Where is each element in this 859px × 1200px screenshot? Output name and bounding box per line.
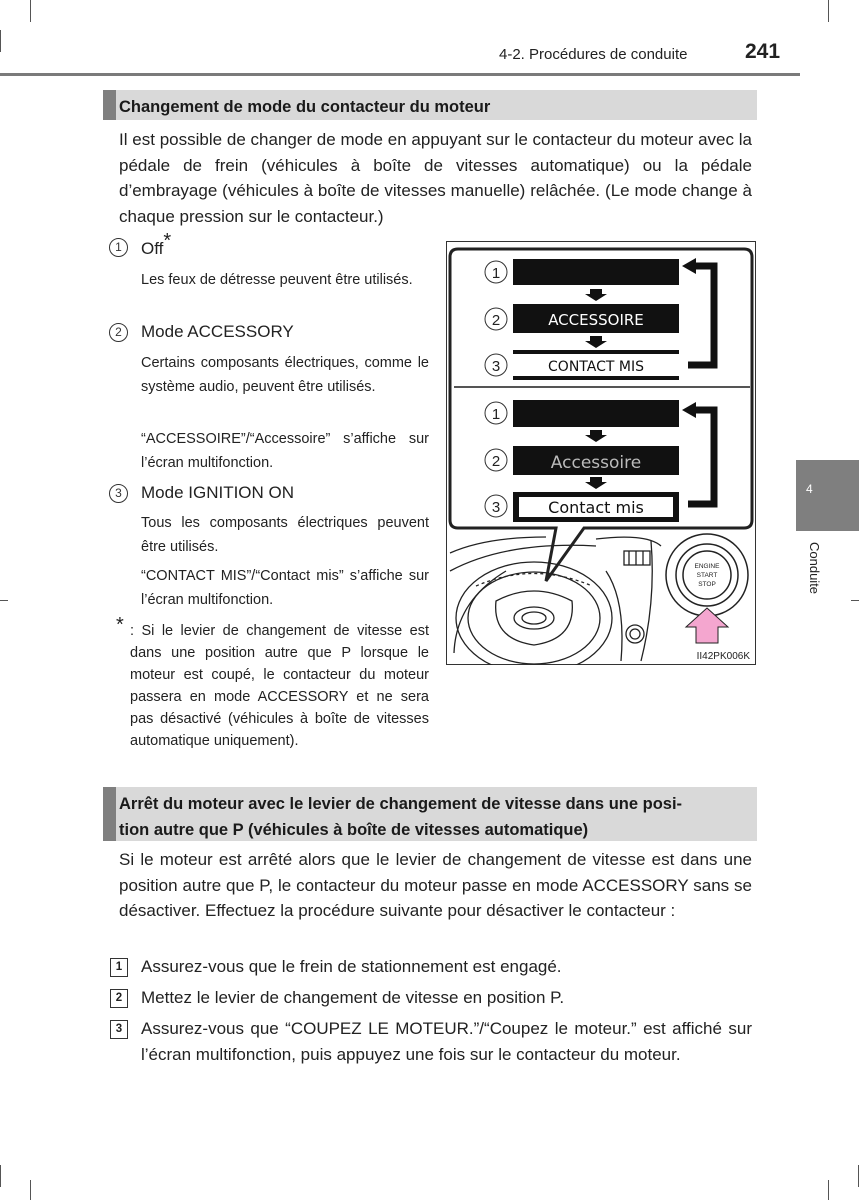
header-rule — [0, 73, 800, 76]
running-header: 4-2. Procédures de conduite — [499, 46, 688, 63]
svg-text:3: 3 — [491, 499, 501, 516]
chapter-label: Conduite — [807, 542, 822, 595]
crop-mark — [828, 1180, 829, 1200]
step-text: Assurez-vous que le frein de stationnement est engagé. — [141, 957, 562, 976]
crop-mark — [0, 600, 8, 601]
mode-description: Certains composants électriques, comme le système audio, peuvent être utilisés. — [141, 355, 429, 395]
page-number: 241 — [745, 40, 781, 63]
mode-number-1: 1 — [109, 238, 128, 257]
svg-text:3: 3 — [491, 358, 501, 375]
svg-text:Accessoire: Accessoire — [550, 453, 642, 473]
footnote: : Si le levier de changement de vitesse est dans une position autre que P lorsque le moteur est coupé, le contacteur du moteur passera en mode ACCESSORY et ne sera pas désactivé (véhicules à boîte de vitesses automatique uniquement). — [130, 623, 429, 749]
mode-title-ignition: Mode IGNITION ON — [141, 483, 295, 502]
svg-text:1: 1 — [491, 265, 501, 282]
section-title: Changement de mode du contacteur du moteur — [119, 98, 491, 116]
section-heading — [103, 787, 757, 841]
mode-title-off: Off* — [141, 230, 172, 258]
figure-code: II42PK006K — [696, 651, 750, 662]
section-title-line: tion autre que P (véhicules à boîte de vitesses automatique) — [119, 821, 589, 839]
svg-text:1: 1 — [491, 406, 501, 423]
svg-text:CONTACT MIS: CONTACT MIS — [548, 359, 644, 375]
crop-mark — [30, 1180, 31, 1200]
display-off — [513, 259, 679, 285]
section-title-line: Arrêt du moteur avec le levier de changement de vitesse dans une posi- — [119, 795, 683, 813]
crop-mark — [30, 0, 31, 22]
mode-description: Tous les composants électriques peuvent être utilisés. — [141, 515, 429, 555]
mode-description: “ACCESSOIRE”/“Accessoire” s’affiche sur l’écran multifonction. — [141, 431, 429, 471]
step-number: 3 — [110, 1020, 128, 1039]
step-number: 2 — [110, 989, 128, 1008]
crop-mark — [0, 1165, 1, 1187]
svg-text:2: 2 — [491, 453, 501, 470]
svg-text:Contact mis: Contact mis — [548, 498, 644, 517]
mode-description: “CONTACT MIS”/“Contact mis” s’affiche sur l’écran multifonction. — [141, 568, 429, 608]
svg-text:ENGINE: ENGINE — [694, 563, 720, 570]
svg-text:START: START — [696, 572, 718, 579]
footnote-mark: * — [116, 614, 124, 636]
crop-mark — [851, 600, 859, 601]
step-number: 1 — [110, 958, 128, 977]
crop-mark — [0, 30, 1, 52]
svg-text:ACCESSOIRE: ACCESSOIRE — [548, 311, 644, 329]
step-text: Assurez-vous que “COUPEZ LE MOTEUR.”/“Coupez le moteur.” est affiché sur l’écran multifonction, puis appuyez une fois sur le contacteur du moteur. — [141, 1019, 752, 1064]
svg-text:2: 2 — [491, 312, 501, 329]
section-intro: Si le moteur est arrêté alors que le levier de changement de vitesse est dans une position autre que P, le contacteur du moteur passe en mode ACCESSORY sans se désactiver. Effectuez la procédure suivante pour désactiver le contacteur : — [119, 850, 752, 920]
mode-title-accessory: Mode ACCESSORY — [141, 322, 294, 341]
chapter-number: 4 — [806, 482, 813, 496]
engine-switch-figure — [446, 241, 756, 665]
mode-number-3: 3 — [109, 484, 128, 503]
display-off — [513, 400, 679, 427]
section-intro: Il est possible de changer de mode en appuyant sur le contacteur du moteur avec la pédale de frein (véhicules à boîte de vitesses automatique) ou la pédale d’embrayage (véhicules à boîte de vitesses manuelle) relâchée. (Le mode change à chaque pression sur le contacteur.) — [119, 130, 752, 226]
step-text: Mettez le levier de changement de vitesse en position P. — [141, 988, 565, 1007]
mode-description: Les feux de détresse peuvent être utilisés. — [141, 272, 413, 288]
mode-number-2: 2 — [109, 323, 128, 342]
asterisk-mark: * — [163, 230, 172, 252]
svg-text:STOP: STOP — [698, 581, 716, 588]
section-heading — [103, 90, 757, 120]
crop-mark — [828, 0, 829, 22]
